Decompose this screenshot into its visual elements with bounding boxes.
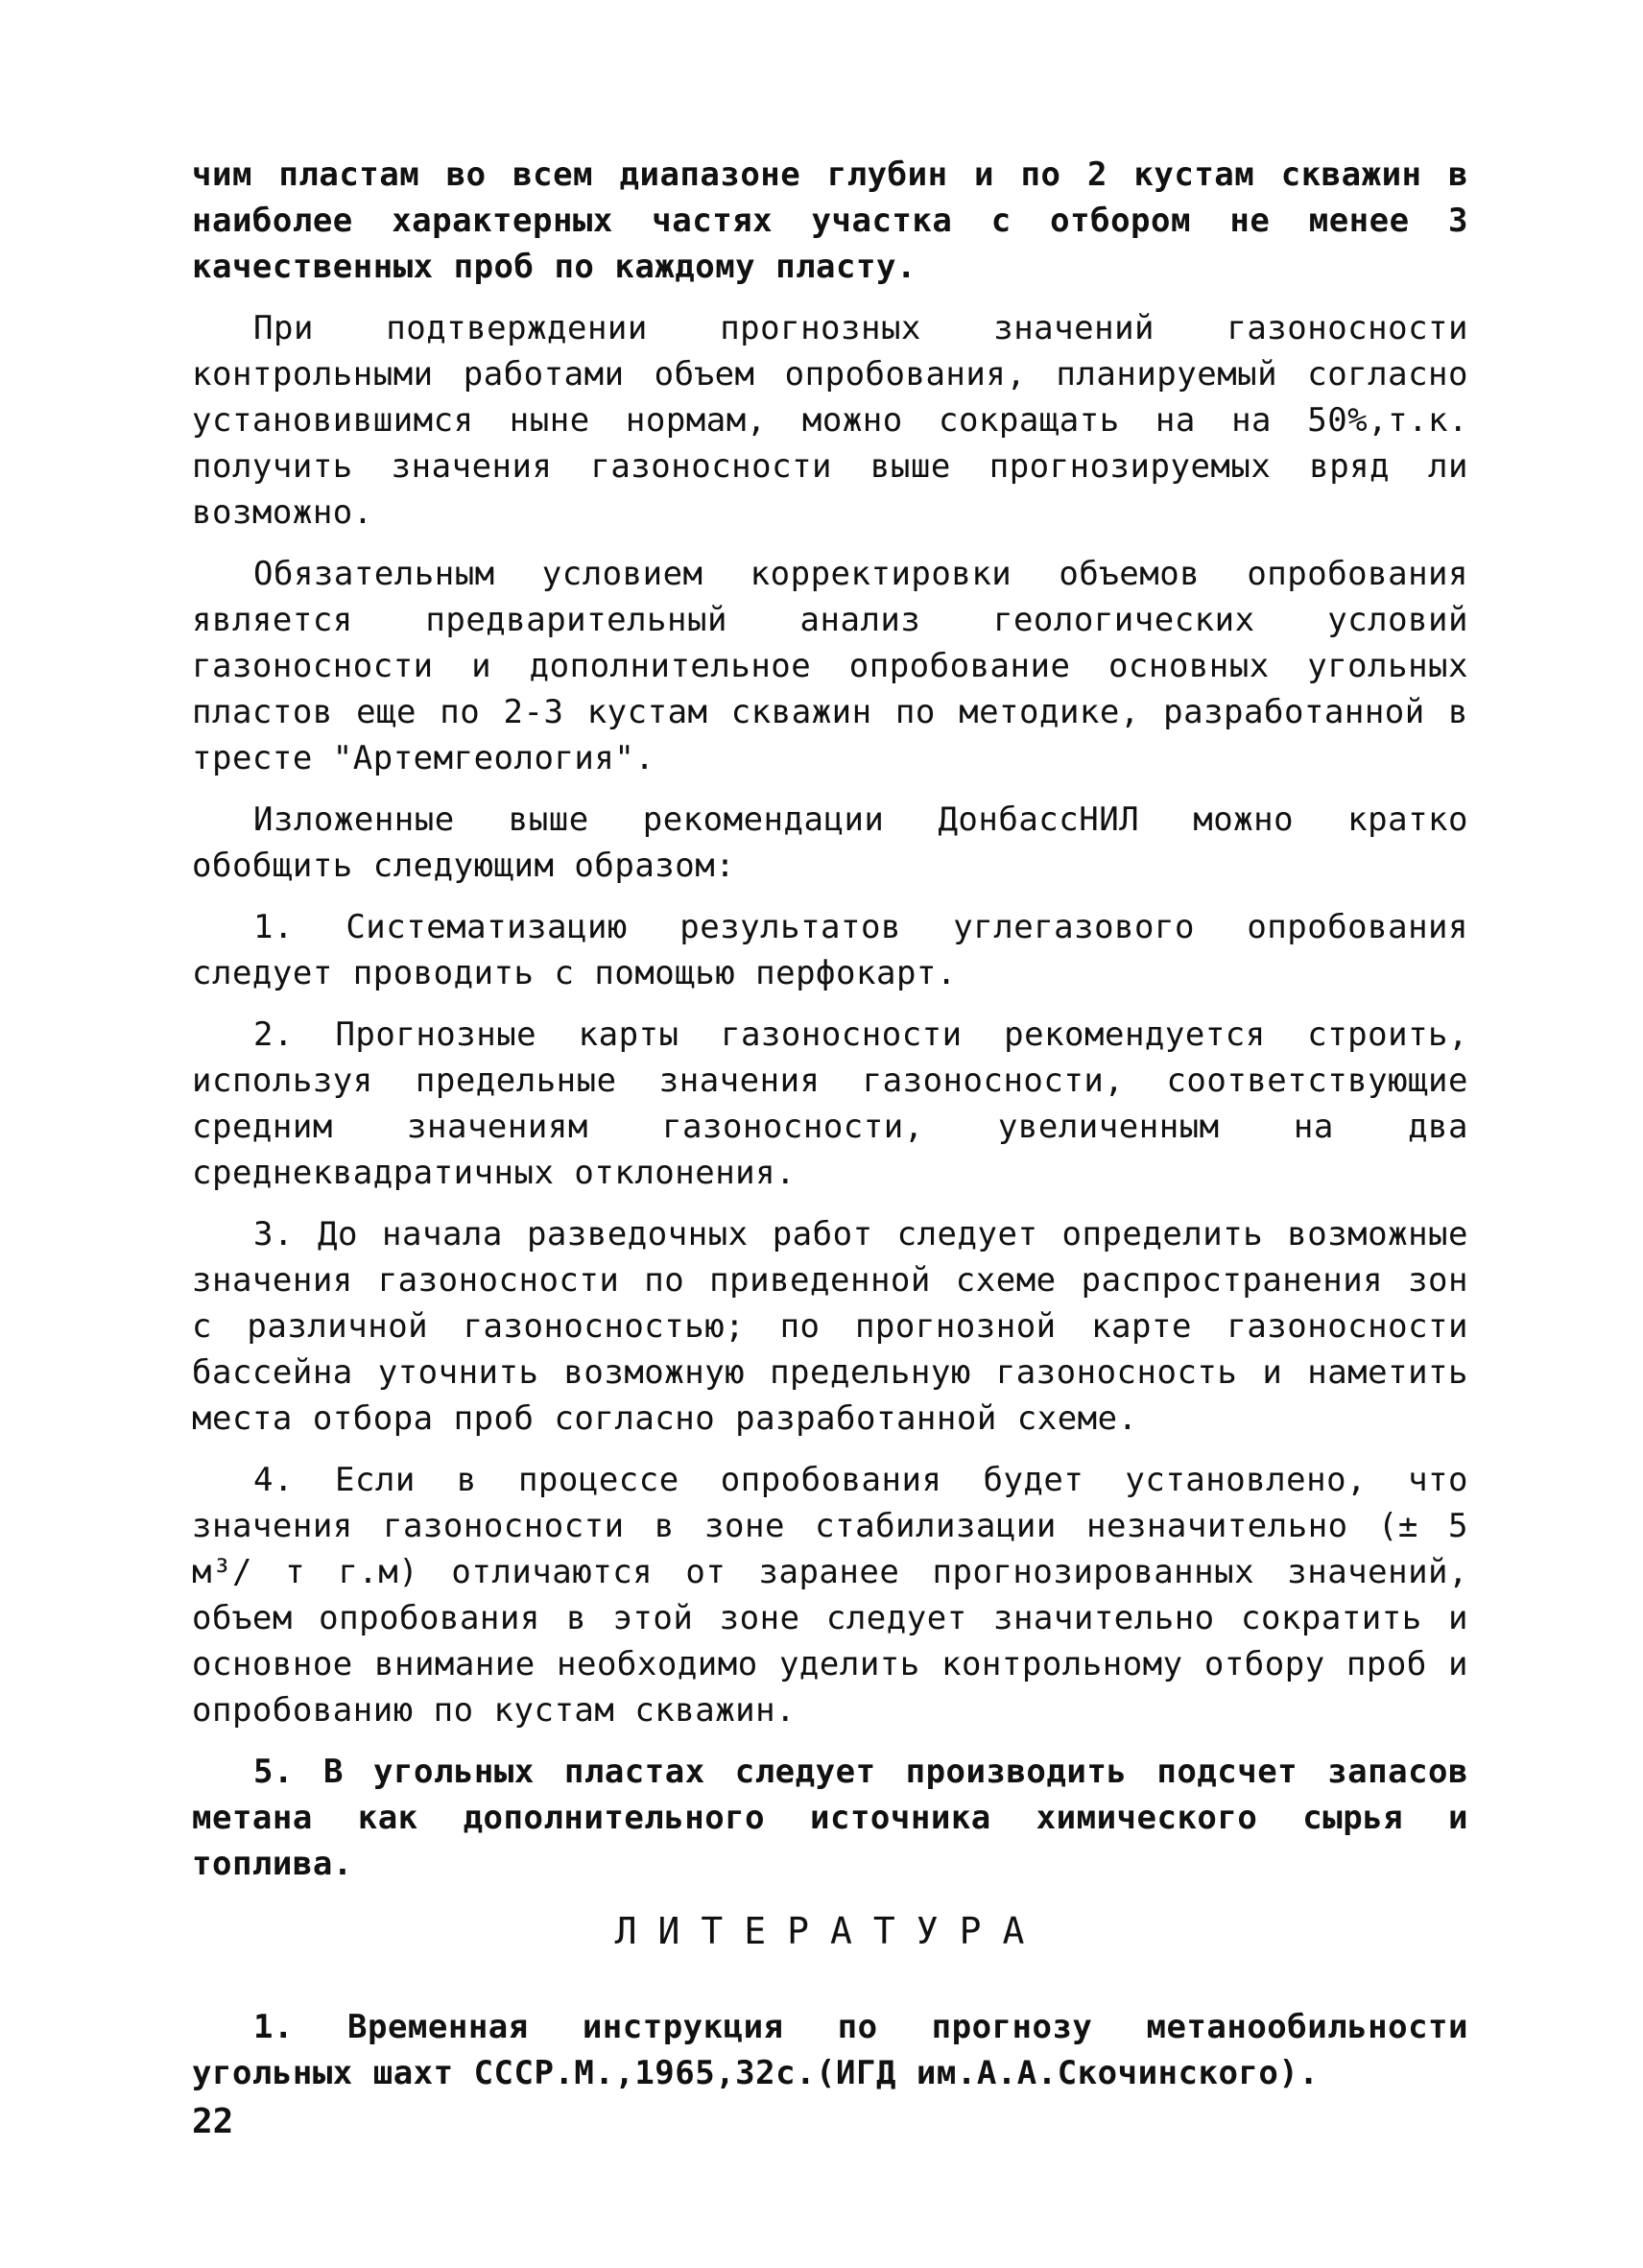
recommendation-item-3: 3. До начала разведочных работ следует определить возможные значения газоносности по приведенной схеме распространения зон с различной газоносностью; по прогнозной карте газоносности бассейна уточнить возможную предельную газоносность и наметить места отбора проб согласно разработанной схеме. <box>192 1215 1468 1438</box>
paragraph-mandatory-condition: Обязательным условием корректировки объемов опробования является предварительный анализ геологических условий газоносности и дополнительное опробование основных угольных пластов еще по 2-3 кустам скважин по методике, разработанной в тресте "Артемгеология". <box>192 555 1468 777</box>
paragraph-continued: чим пластам во всем диапазоне глубин и по 2 кустам скважин в наиболее характерных частях участка с отбором не менее 3 качественных проб по каждому пласту. <box>192 155 1468 286</box>
reference-item-1: 1. Временная инструкция по прогнозу метанообильности угольных шахт СССР.М.,1965,32с.(ИГД им.А.А.Скочинского). <box>192 2008 1468 2092</box>
paragraph-control-works: При подтверждении прогнозных значений газоносности контрольными работами объем опробования, планируемый согласно установившимся ныне нормам, можно сокращать на на 50%,т.к. получить значения газоносности выше прогнозируемых вряд ли возможно. <box>192 309 1468 532</box>
recommendation-item-5: 5. В угольных пластах следует производить подсчет запасов метана как дополнительного источника химического сырья и топлива. <box>192 1753 1468 1883</box>
literature-heading: ЛИТЕРАТУРА <box>614 1910 1046 1952</box>
recommendation-item-1: 1. Систематизацию результатов углегазового опробования следует проводить с помощью перфокарт. <box>192 908 1468 992</box>
page-number: 22 <box>192 2102 234 2141</box>
recommendation-item-4: 4. Если в процессе опробования будет установлено, что значения газоносности в зоне стабилизации незначительно (± 5 м³/ т г.м) отличаются от заранее прогнозированных значений, объем опробования в этой зоне следует значительно сократить и основное внимание необходимо уделить контрольному отбору проб и опробованию по кустам скважин. <box>192 1461 1468 1730</box>
body-text <box>192 152 1468 2112</box>
paragraph-recommendations-intro: Изложенные выше рекомендации ДонбассНИЛ можно кратко обобщить следующим образом: <box>192 800 1468 885</box>
recommendation-item-2: 2. Прогнозные карты газоносности рекомендуется строить, используя предельные значения газоносности, соответствующие средним значениям газоносности, увеличенным на два среднеквадратичных отклонения. <box>192 1015 1468 1192</box>
